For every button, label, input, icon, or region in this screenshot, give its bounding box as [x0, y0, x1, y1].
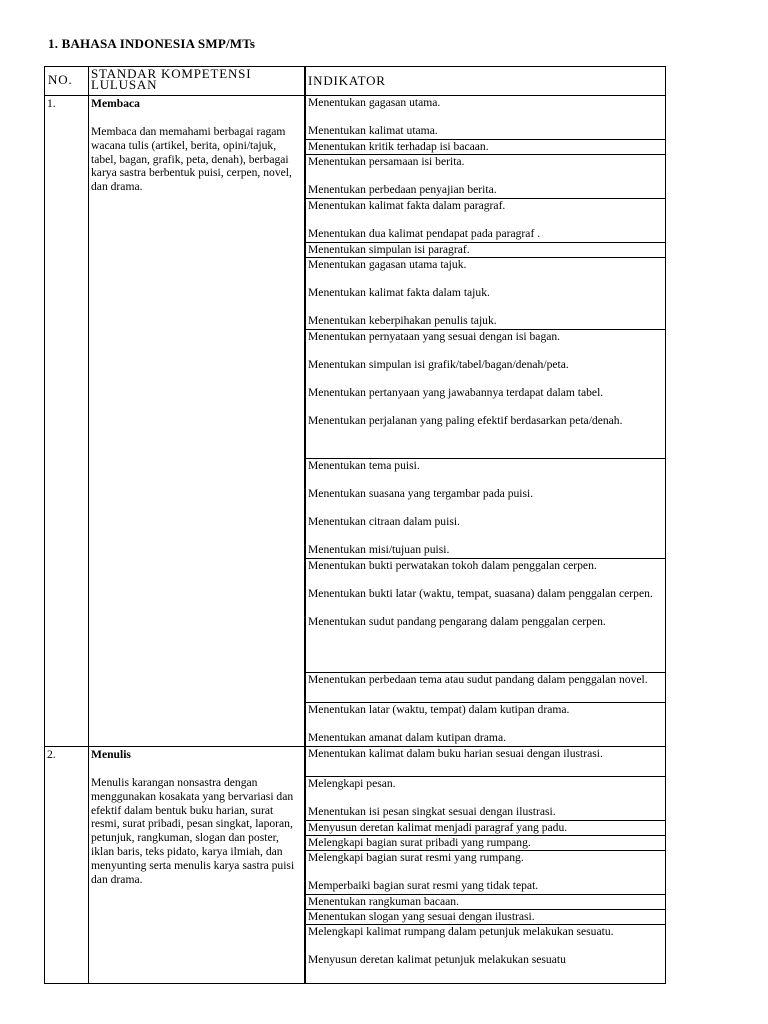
indicator-item: Menentukan misi/tujuan puisi. — [308, 543, 450, 556]
indicator-group — [305, 257, 666, 330]
indicator-item: Menentukan gagasan utama. — [308, 96, 441, 109]
indicator-item: Melengkapi bagian surat pribadi yang rumpang. — [308, 836, 531, 849]
indicator-group — [305, 242, 666, 258]
indicator-group — [305, 702, 666, 747]
indicator-item: Menentukan kalimat fakta dalam paragraf. — [308, 199, 506, 212]
indicator-item: Menentukan pernyataan yang sesuai dengan isi bagan. — [308, 330, 561, 343]
indicator-group — [305, 835, 666, 851]
indicator-group — [305, 558, 666, 673]
indicator-item: Menyusun deretan kalimat petunjuk melakukan sesuatu — [308, 953, 566, 966]
indicator-item: Menentukan kalimat utama. — [308, 124, 438, 137]
indicator-group — [305, 894, 666, 910]
indicator-item: Menentukan amanat dalam kutipan drama. — [308, 731, 506, 744]
skl-description: Membaca dan memahami berbagai ragam wacana tulis (artikel, berita, opini/tajuk, tabel, bagan, grafik, peta, denah), berbagai karya sastra berbentuk puisi, cerpen, novel, dan drama. — [91, 125, 292, 194]
skl-description: Menulis karangan nonsastra dengan menggunakan kosakata yang bervariasi dan efektif dalam bentuk buku harian, surat resmi, surat pribadi, pesan singkat, laporan, petunjuk, rangkuman, slogan dan poster, iklan baris, teks pidato, karya ilmiah, dan menyunting serta menulis karya sastra puisi dan drama. — [91, 776, 295, 886]
indicator-group — [305, 909, 666, 925]
indicator-item: Menentukan persamaan isi berita. — [308, 155, 465, 168]
indicator-item: Memperbaiki bagian surat resmi yang tidak tepat. — [308, 879, 539, 892]
header-skl: STANDAR KOMPETENSI LULUSAN — [91, 66, 252, 92]
indicator-item: Menentukan perjalanan yang paling efektif berdasarkan peta/denah. — [308, 414, 623, 427]
header-indikator: INDIKATOR — [308, 73, 386, 88]
indicator-group — [305, 672, 666, 703]
indicator-item: Menentukan bukti perwatakan tokoh dalam penggalan cerpen. — [308, 559, 597, 572]
indicator-group — [305, 820, 666, 836]
indicator-item: Menentukan kalimat dalam buku harian sesuai dengan ilustrasi. — [308, 747, 603, 760]
indicator-item: Menentukan gagasan utama tajuk. — [308, 258, 467, 271]
indicator-item: Melengkapi pesan. — [308, 777, 396, 790]
indicator-group — [305, 154, 666, 199]
indicator-item: Menentukan isi pesan singkat sesuai dengan ilustrasi. — [308, 805, 556, 818]
indicator-item: Menentukan bukti latar (waktu, tempat, suasana) dalam penggalan cerpen. — [308, 587, 653, 600]
indicator-group — [305, 850, 666, 895]
indicator-item: Menentukan latar (waktu, tempat) dalam kutipan drama. — [308, 703, 570, 716]
indicator-item: Menentukan sudut pandang pengarang dalam penggalan cerpen. — [308, 615, 606, 628]
indicator-item: Menentukan kritik terhadap isi bacaan. — [308, 140, 489, 153]
indicator-group — [305, 198, 666, 243]
indicator-group — [305, 746, 666, 777]
header-indikator-cell — [305, 66, 666, 96]
indicator-group — [305, 458, 666, 559]
indicator-item: Menentukan dua kalimat pendapat pada paragraf . — [308, 227, 541, 240]
indicator-item: Menentukan perbedaan tema atau sudut pandang dalam penggalan novel. — [308, 673, 648, 686]
indicator-item: Menentukan tema puisi. — [308, 459, 420, 472]
indicator-item: Menentukan perbedaan penyajian berita. — [308, 183, 497, 196]
indicator-item: Menentukan kalimat fakta dalam tajuk. — [308, 286, 490, 299]
document-title: 1. BAHASA INDONESIA SMP/MTs — [48, 36, 256, 51]
indicator-item: Melengkapi kalimat rumpang dalam petunjuk melakukan sesuatu. — [308, 925, 614, 938]
header-no: NO. — [48, 72, 73, 87]
indicator-group — [305, 924, 666, 984]
indicator-item: Melengkapi bagian surat resmi yang rumpang. — [308, 851, 524, 864]
indicator-item: Menentukan keberpihakan penulis tajuk. — [308, 314, 497, 327]
row-number: 2. — [47, 748, 56, 761]
column-divider-no — [88, 66, 89, 984]
row-divider — [44, 746, 305, 747]
indicator-group — [305, 139, 666, 155]
indicator-item: Menentukan suasana yang tergambar pada puisi. — [308, 487, 534, 500]
indicator-item: Menentukan citraan dalam puisi. — [308, 515, 460, 528]
row-number: 1. — [47, 97, 56, 110]
header-divider — [44, 95, 305, 96]
indicator-item: Menyusun deretan kalimat menjadi paragraf yang padu. — [308, 821, 568, 834]
indicator-group — [305, 329, 666, 459]
skl-title: Menulis — [91, 748, 131, 761]
indicator-item: Menentukan rangkuman bacaan. — [308, 895, 459, 908]
indicator-group — [305, 95, 666, 140]
indicator-item: Menentukan simpulan isi grafik/tabel/bagan/denah/peta. — [308, 358, 569, 371]
indicator-item: Menentukan slogan yang sesuai dengan ilustrasi. — [308, 910, 535, 923]
indicator-item: Menentukan pertanyaan yang jawabannya terdapat dalam tabel. — [308, 386, 604, 399]
indicator-group — [305, 776, 666, 821]
skl-title: Membaca — [91, 97, 140, 110]
indicator-item: Menentukan simpulan isi paragraf. — [308, 243, 470, 256]
